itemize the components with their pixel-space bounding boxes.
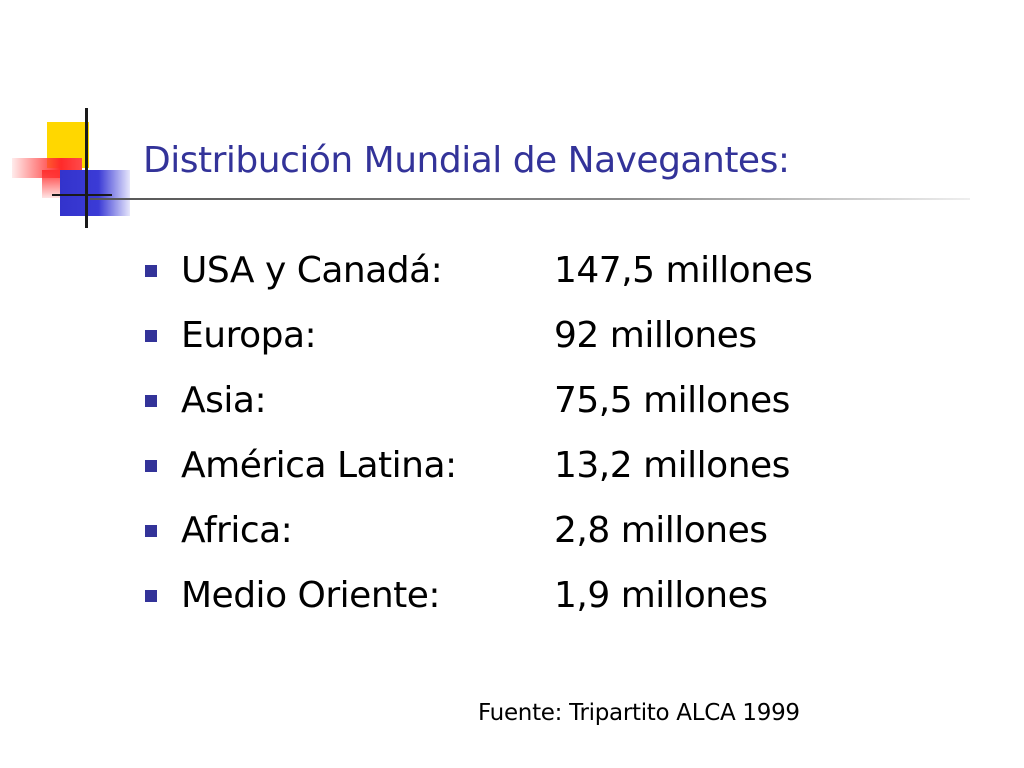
region-value: 92 millones [554, 315, 757, 356]
slide-title: Distribución Mundial de Navegantes: [143, 140, 790, 181]
logo-vertical-line [85, 108, 88, 228]
source-note: Fuente: Tripartito ALCA 1999 [478, 700, 800, 726]
region-value: 147,5 millones [554, 250, 813, 291]
region-label: América Latina: [181, 445, 457, 486]
color-blocks-logo-icon [12, 108, 142, 233]
square-bullet-icon [145, 460, 157, 472]
region-value: 2,8 millones [554, 510, 768, 551]
logo-blue-block [60, 170, 130, 216]
region-list [145, 238, 812, 628]
region-value: 75,5 millones [554, 380, 790, 421]
region-label: Asia: [181, 380, 267, 421]
region-value: 1,9 millones [554, 575, 768, 616]
square-bullet-icon [145, 330, 157, 342]
region-label: Medio Oriente: [181, 575, 441, 616]
region-label: Europa: [181, 315, 317, 356]
list-item [145, 433, 812, 498]
square-bullet-icon [145, 525, 157, 537]
region-label: USA y Canadá: [181, 250, 443, 291]
square-bullet-icon [145, 395, 157, 407]
square-bullet-icon [145, 265, 157, 277]
list-item [145, 368, 812, 433]
square-bullet-icon [145, 590, 157, 602]
title-underline [90, 198, 970, 200]
region-value: 13,2 millones [554, 445, 790, 486]
list-item [145, 563, 812, 628]
region-label: Africa: [181, 510, 293, 551]
list-item [145, 238, 812, 303]
list-item [145, 498, 812, 563]
list-item [145, 303, 812, 368]
logo-horizontal-line [52, 194, 112, 196]
